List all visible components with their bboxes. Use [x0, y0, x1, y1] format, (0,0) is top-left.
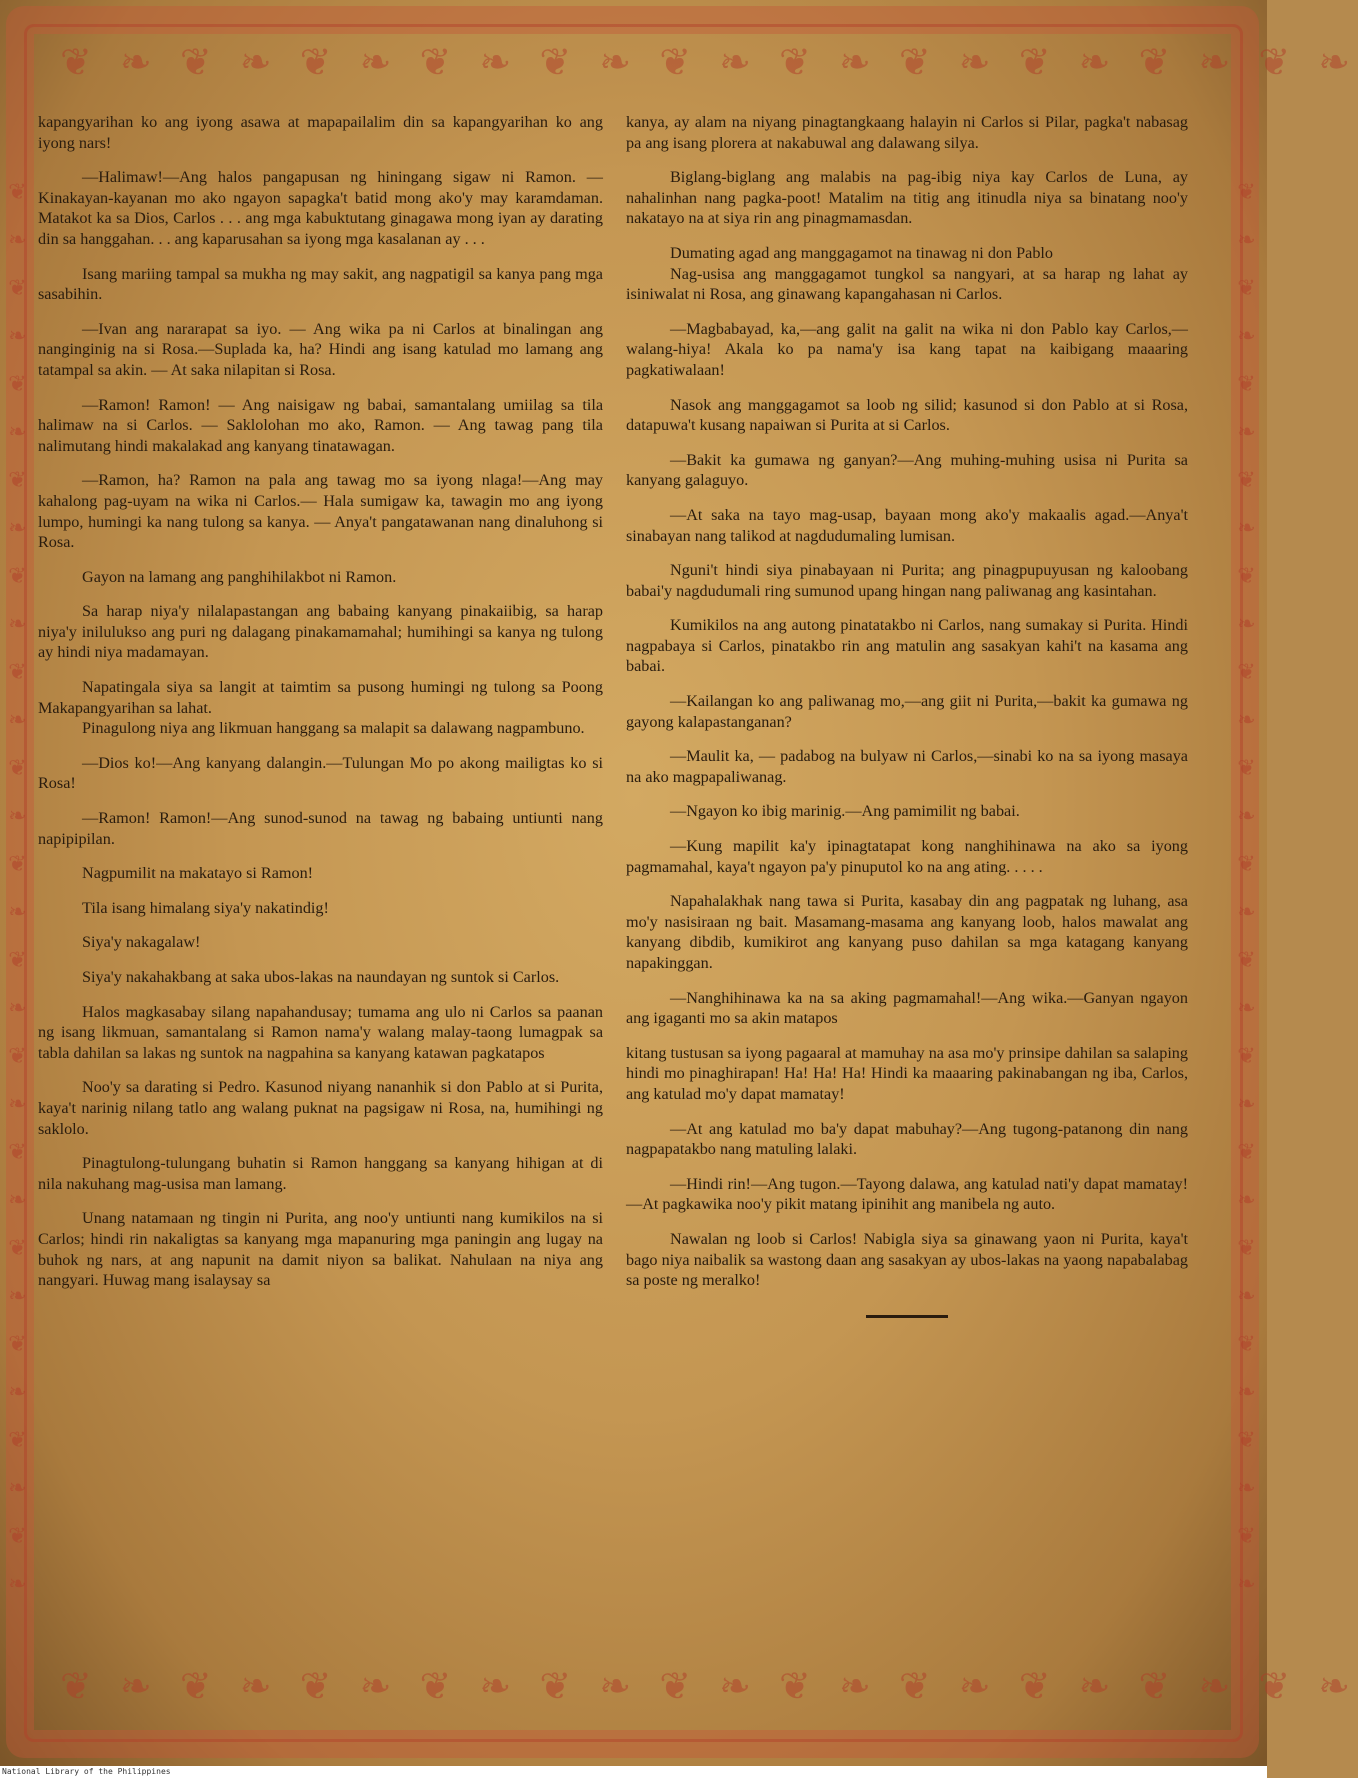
paragraph: Pinagulong niya ang likmuan hanggang sa malapit sa dalawang nagpambuno.: [82, 719, 585, 738]
paragraph: —At ang katulad mo ba'y dapat mabuhay?—Ang tugong-patanong din nang nagpapatakbo nang matuling lalaki.: [626, 1119, 1188, 1159]
paragraph: Biglang-biglang ang malabis na pag-ibig niya kay Carlos de Luna, ay nahalinhan nang pagka-poot! Matalim na titig ang itinudla niya sa binatang noo'y nakatayo na at siya rin ang pinagmamasdan.: [626, 168, 1188, 228]
paragraph: Pinagtulong-tulungang buhatin si Ramon hanggang sa kanyang hihigan at di nila nakuhang mag-usisa man lamang.: [38, 1154, 603, 1193]
right-ornament: ❦ ❧ ❦ ❧ ❦ ❧ ❦ ❧ ❦ ❧ ❦ ❧ ❦ ❧ ❦ ❧ ❦ ❧ ❦ ❧ ❦ ❧ ❦ ❧ ❦ ❧ ❦ ❧ ❦ ❧: [1234, 180, 1259, 1605]
top-ornament: ❦ ❧ ❦ ❧ ❦ ❧ ❦ ❧ ❦ ❧ ❦ ❧ ❦ ❧ ❦ ❧ ❦ ❧ ❦ ❧ ❦ ❧: [60, 40, 1358, 84]
paragraph: —Ramon! Ramon!—Ang sunod-sunod na tawag ng babaing untiunti nang napipipilan.: [38, 809, 603, 848]
paragraph: Unang natamaan ng tingin ni Purita, ang noo'y untiunti nang kumikilos na si Carlos; hindi rin nakaligtas sa kanyang mga mapanuring mga paningin ang lugay na buhok ng nars, at ang napunit na damit niyon sa balikat. Nahulaan na niya ang nangyari. Huwag mang isalaysay sa: [38, 1209, 603, 1290]
paragraph: Napahalakhak nang tawa si Purita, kasabay din ang pagpatak ng luhang, asa mo'y nasisiraan ng bait. Masamang-masama ang kanyang loob, halos mawalat ang kanyang dibdib, kumikirot ang kanyang puso dahilan sa mga katagang kanyang napakinggan.: [626, 892, 1188, 972]
paragraph: Isang mariing tampal sa mukha ng may sakit, ang nagpatigil sa kanya pang mga sasabihin.: [38, 264, 603, 304]
scan-footer: [0, 1766, 1267, 1778]
paragraph: kapangyarihan ko ang iyong asawa at mapapailalim din sa kapangyarihan ko ang iyong nars!: [38, 113, 603, 152]
paragraph: Halos magkasabay silang napahandusay; tumama ang ulo ni Carlos sa paanan ng isang likmuan, samantalang si Ramon nama'y walang malay-taong lumagpak sa tabla dahilan sa lakas ng suntok na nagpahina sa kanyang katawan pagkatapos: [38, 1002, 603, 1062]
paragraph: —Ngayon ko ibig marinig.—Ang pamimilit ng babai.: [670, 802, 1020, 821]
paragraph: Nguni't hindi siya pinabayaan ni Purita; ang pinagpupuyusan ng kaloobang babai'y nagdudumali ring sumunod upang hingan nang paliwanag ang kasintahan.: [626, 561, 1188, 600]
paragraph: —Nanghihinawa ka na sa aking pagmamahal!—Ang wika.—Ganyan ngayon ang igaganti mo sa akin matapos: [626, 988, 1188, 1028]
paragraph: —Magbabayad, ka,—ang galit na galit na wika ni don Pablo kay Carlos,—walang-hiya! Akala ko pa nama'y isa kang tapat na kaibigang maaaring pagkatiwalaan!: [626, 319, 1188, 379]
bottom-ornament: ❦ ❧ ❦ ❧ ❦ ❧ ❦ ❧ ❦ ❧ ❦ ❧ ❦ ❧ ❦ ❧ ❦ ❧ ❦ ❧ ❦ ❧: [60, 1664, 1358, 1708]
footer-credit: National Library of the Philippines: [2, 1767, 171, 1776]
right-text-column: [626, 112, 1188, 1318]
paragraph: —Halimaw!—Ang halos pangapusan ng hiningang sigaw ni Ramon. — Kinakayan-kayanan mo ako ngayon sapagka't batid mong ako'y may karamdaman. Matakot ka sa Dios, Carlos . . . ang mga kabuktutang ginagawa mong iyan ay darating din sa hanggahan. . . ang kaparusahan sa iyong mga kasalanan ay . . .: [38, 168, 603, 248]
left-text-column: [38, 112, 603, 1305]
paragraph: Nasok ang manggagamot sa loob ng silid; kasunod si don Pablo at si Rosa, datapuwa't kusang napaiwan si Purita at si Carlos.: [626, 395, 1188, 435]
paragraph: Kumikilos na ang autong pinatatakbo ni Carlos, nang sumakay si Purita. Hindi nagpabaya si Carlos, pinatakbo rin ang matulin ang sasakyan kahi't na kasama ang babai.: [626, 616, 1188, 676]
paragraph: —Kailangan ko ang paliwanag mo,—ang giit ni Purita,—bakit ka gumawa ng gayong kalapastanganan?: [626, 692, 1188, 731]
paragraph: kitang tustusan sa iyong pagaaral at mamuhay na asa mo'y prinsipe dahilan sa salaping hindi mo pinaghirapan! Ha! Ha! Ha! Hindi ka maaaring pakinabangan ng iba, Carlos, ang katulad mo'y dapat mamatay!: [626, 1043, 1188, 1103]
paragraph: Nawalan ng loob si Carlos! Nabigla siya sa ginawang yaon ni Purita, kaya't bago niya naibalik sa wastong daan ang sasakyan ay ubos-lakas na yaong napabalabag sa poste ng meralko!: [626, 1229, 1188, 1290]
paragraph: —Dios ko!—Ang kanyang dalangin.—Tulungan Mo po akong mailigtas ko si Rosa!: [38, 753, 603, 793]
paragraph: Gayon na lamang ang panghihilakbot ni Ramon.: [82, 567, 397, 586]
paragraph: Noo'y sa darating si Pedro. Kasunod niyang nananhik si don Pablo at si Purita, kaya't narinig nilang tatlo ang walang puknat na pagsigaw ni Rosa, na, humihingi ng saklolo.: [38, 1078, 603, 1138]
paragraph: —Ivan ang nararapat sa iyo. — Ang wika pa ni Carlos at binalingan ang nanginginig na si Rosa.—Suplada ka, ha? Hindi ang isang katulad mo lamang ang tatampal sa akin. — At saka nilapitan si Rosa.: [38, 319, 603, 379]
paragraph: —Hindi rin!—Ang tugon.—Tayong dalawa, ang katulad nati'y dapat mamatay!—At pagkawika noo'y pikit matang ipinihit ang manibela ng auto.: [626, 1174, 1188, 1214]
paragraph: kanya, ay alam na niyang pinagtangkaang halayin ni Carlos si Pilar, pagka't nabasag pa ang isang plorera at nakabuwal ang dalawang silya.: [626, 113, 1188, 152]
paragraph: —Ramon! Ramon! — Ang naisigaw ng babai, samantalang umiilag sa tila halimaw na si Carlos. — Saklolohan mo ako, Ramon. — Ang tawag pang tila nalimutang hindi makalakad ang kanyang tinatawagan.: [38, 395, 603, 455]
paragraph: Dumating agad ang manggagamot na tinawag ni don Pablo: [670, 243, 1054, 262]
paragraph: —Ramon, ha? Ramon na pala ang tawag mo sa iyong nlaga!—Ang may kahalong pag-uyam na wika ni Carlos.— Hala sumigaw ka, tawagin mo ang iyong lumpo, humingi ka nang tulong sa kanya. — Anya't pangatawanan nang dinaluhong si Rosa.: [38, 471, 603, 552]
paragraph: Tila isang himalang siya'y nakatindig!: [82, 898, 329, 917]
paragraph: —Bakit ka gumawa ng ganyan?—Ang muhing-muhing usisa ni Purita sa kanyang galaguyo.: [626, 450, 1188, 490]
end-of-story-rule: [866, 1315, 948, 1318]
paragraph: —Kung mapilit ka'y ipinagtatapat kong nanghihinawa na ako sa iyong pagmamahal, kaya't ngayon pa'y pinuputol ko na ang ating. . . . .: [626, 837, 1188, 876]
paragraph: Siya'y nakahakbang at saka ubos-lakas na naundayan ng suntok si Carlos.: [82, 968, 560, 986]
paragraph: Nag-usisa ang manggagamot tungkol sa nangyari, at sa harap ng lahat ay isiniwalat ni Rosa, ang ginawang kapangahasan ni Carlos.: [626, 264, 1188, 304]
paragraph: Sa harap niya'y nilalapastangan ang babaing kanyang pinakaiibig, sa harap niya'y inilulukso ang puri ng dalagang pinakamamahal; humihingi sa kanya ng tulong ay hindi niya madamayan.: [38, 602, 603, 662]
paragraph: Siya'y nakagalaw!: [82, 933, 201, 952]
paragraph: Nagpumilit na makatayo si Ramon!: [82, 864, 314, 883]
paragraph: Napatingala siya sa langit at taimtim sa pusong humingi ng tulong sa Poong Makapangyarihan sa lahat.: [38, 678, 603, 717]
paragraph: —Maulit ka, — padabog na bulyaw ni Carlos,—sinabi ko na sa iyong masaya na ako magpapaliwanag.: [626, 747, 1188, 786]
left-ornament: ❦ ❧ ❦ ❧ ❦ ❧ ❦ ❧ ❦ ❧ ❦ ❧ ❦ ❧ ❦ ❧ ❦ ❧ ❦ ❧ ❦ ❧ ❦ ❧ ❦ ❧ ❦ ❧ ❦ ❧: [5, 180, 30, 1605]
paragraph: —At saka na tayo mag-usap, bayaan mong ako'y makaalis agad.—Anya't sinabayan nang talikod at nagdudumaling lumisan.: [626, 505, 1188, 545]
